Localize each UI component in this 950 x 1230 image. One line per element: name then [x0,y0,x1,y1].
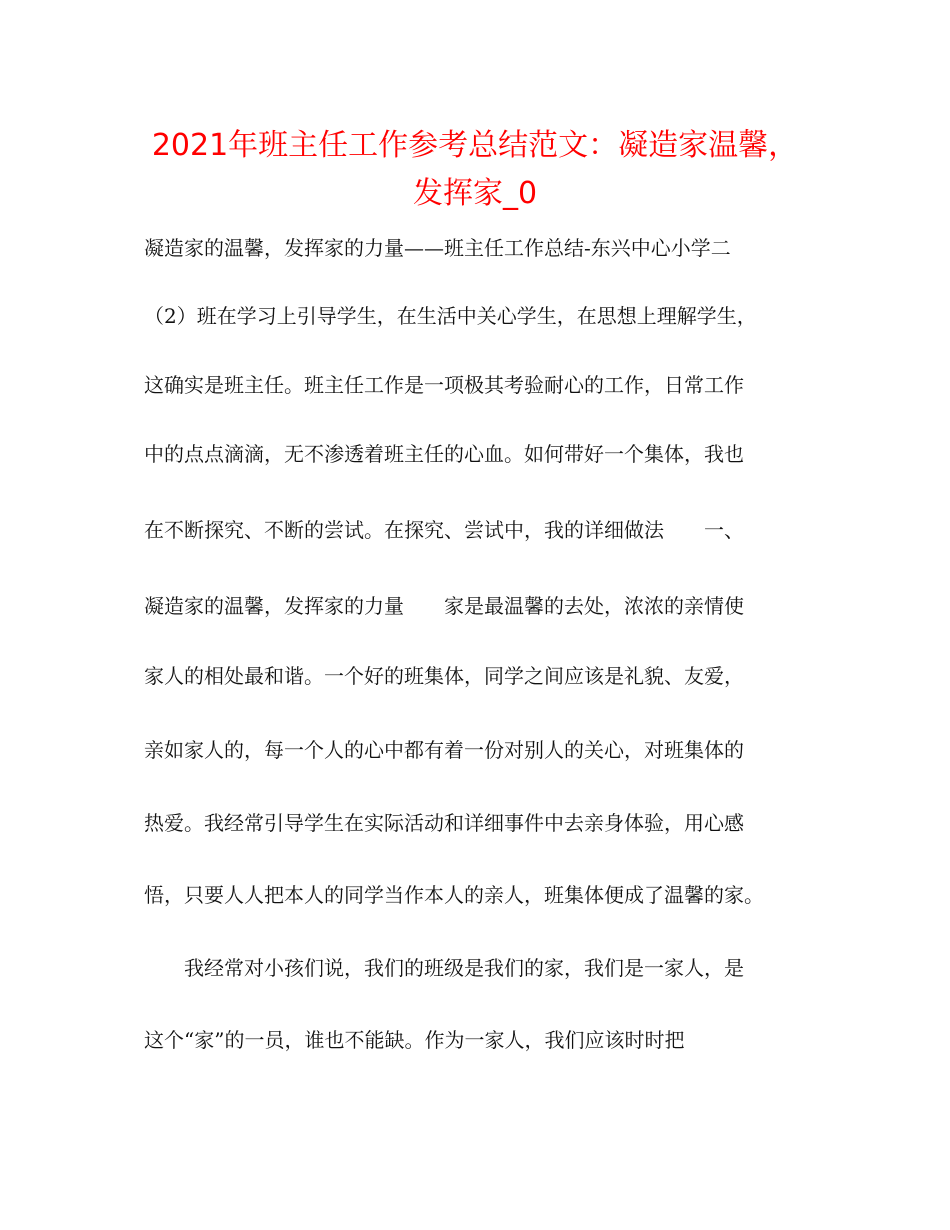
document-title [120,122,830,218]
title-line-2: 发挥家_0 [412,176,538,211]
body-line-11: 我经常对小孩们说，我们的班级是我们的家，我们是一家人，是 [144,956,744,980]
body-line-5: 在不断探究、不断的尝试。在探究、尝试中，我的详细做法 一、 [144,518,744,542]
body-line-8: 亲如家人的，每一个人的心中都有着一份对别人的关心，对班集体的 [144,738,744,762]
body-line-4: 中的点点滴滴，无不渗透着班主任的心血。如何带好一个集体，我也 [144,442,744,466]
body-line-1: 凝造家的温馨，发挥家的力量——班主任工作总结-东兴中心小学二 [144,236,731,260]
body-line-9: 热爱。我经常引导学生在实际活动和详细事件中去亲身体验，用心感 [144,811,744,835]
body-line-10: 悟，只要人人把本人的同学当作本人的亲人，班集体便成了温馨的家。 [144,883,764,907]
body-line-6: 凝造家的温馨，发挥家的力量 家是最温馨的去处，浓浓的亲情使 [144,594,744,618]
body-line-2: （2）班在学习上引导学生，在生活中关心学生，在思想上理解学生， [144,304,757,328]
body-line-7: 家人的相处最和谐。一个好的班集体，同学之间应该是礼貌、友爱， [144,664,744,688]
body-line-12: 这个“家”的一员，谁也不能缺。作为一家人，我们应该时时把 [144,1028,685,1052]
title-line-1: 2021年班主任工作参考总结范文：凝造家温馨， [151,128,799,163]
body-line-3: 这确实是班主任。班主任工作是一项极其考验耐心的工作，日常工作 [144,373,744,397]
